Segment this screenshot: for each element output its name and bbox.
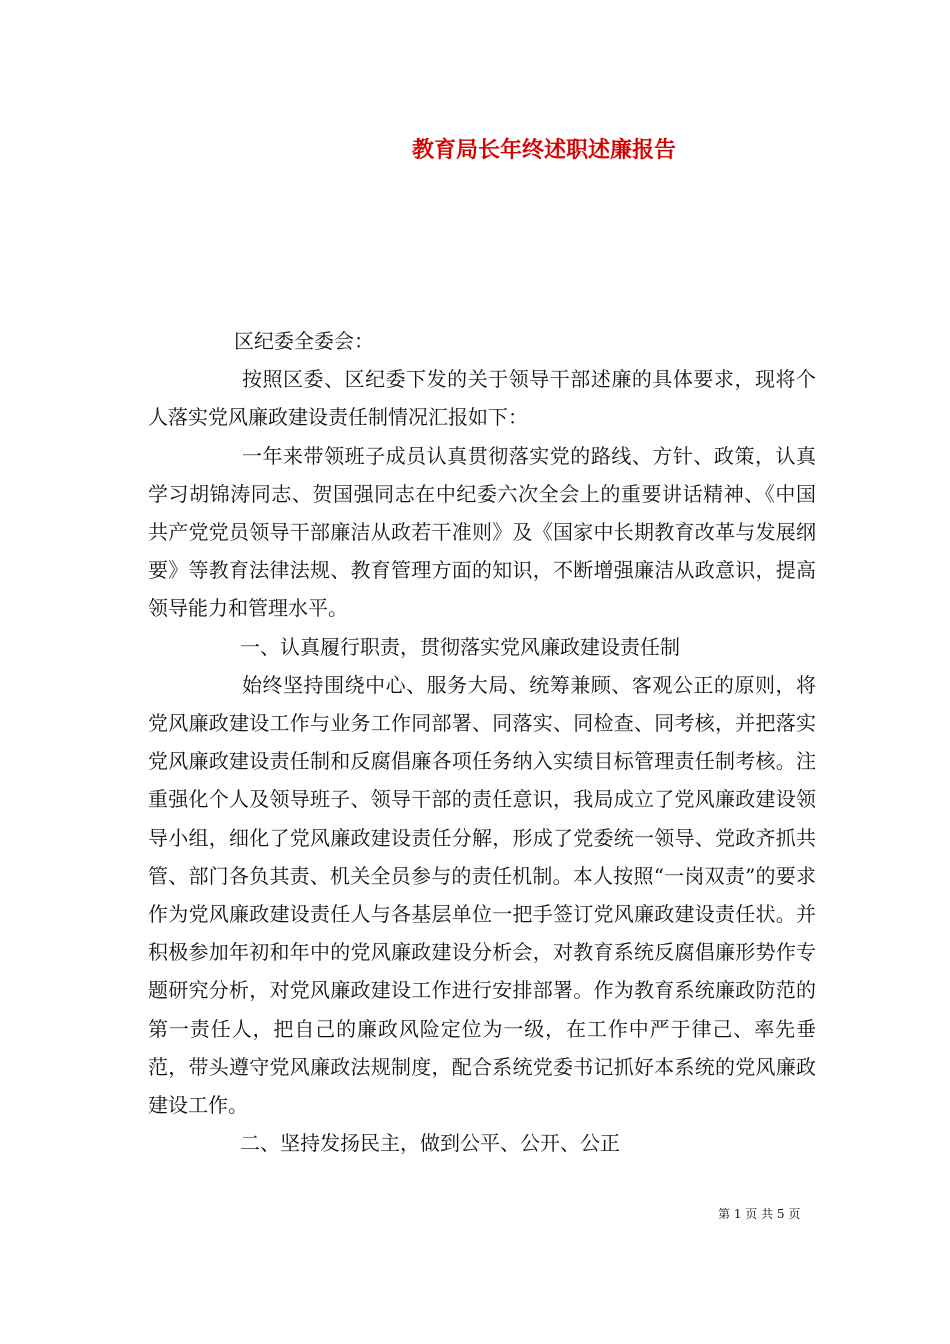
section-body-1: 始终坚持围绕中心、服务大局、统筹兼顾、客观公正的原则，将党风廉政建设工作与业务工作同部署、同落实、同检查、同考核，并把落实党风廉政建设责任制和反腐倡廉各项任务纳入实绩目标管理责任制考核。注重强化个人及领导班子、领导干部的责任意识，我局成立了党风廉政建设领导小组，细化了党风廉政建设责任分解，形成了党委统一领导、党政齐抓共管、部门各负其责、机关全员参与的责任机制。本人按照“一岗双责”的要求作为党风廉政建设责任人与各基层单位一把手签订党风廉政建设责任状。并积极参加年初和年中的党风廉政建设分析会，对教育系统反腐倡廉形势作专题研究分析，对党风廉政建设工作进行安排部署。作为教育系统廉政防范的第一责任人，把自己的廉政风险定位为一级，在工作中严于律己、率先垂范，带头遵守党风廉政法规制度，配合系统党委书记抓好本系统的党风廉政建设工作。 [148,672,816,1118]
paragraph-intro: 按照区委、区纪委下发的关于领导干部述廉的具体要求，现将个人落实党风廉政建设责任制情况汇报如下： [148,367,816,430]
document-body [148,322,816,1162]
document-title: 教育局长年终述职述廉报告 [412,137,677,163]
section-heading-1: 一、认真履行职责，贯彻落实党风廉政建设责任制 [240,634,680,659]
paragraph-study: 一年来带领班子成员认真贯彻落实党的路线、方针、政策，认真学习胡锦涛同志、贺国强同志在中纪委六次全会上的重要讲话精神、《中国共产党党员领导干部廉洁从政若干准则》及《国家中长期教育改革与发展纲要》等教育法律法规、教育管理方面的知识，不断增强廉洁从政意识，提高领导能力和管理水平。 [148,443,816,621]
section-heading-2: 二、坚持发扬民主，做到公平、公开、公正 [240,1131,620,1156]
salutation: 区纪委全委会： [234,329,374,353]
page-number: 第 1 页 共 5 页 [718,1207,801,1221]
